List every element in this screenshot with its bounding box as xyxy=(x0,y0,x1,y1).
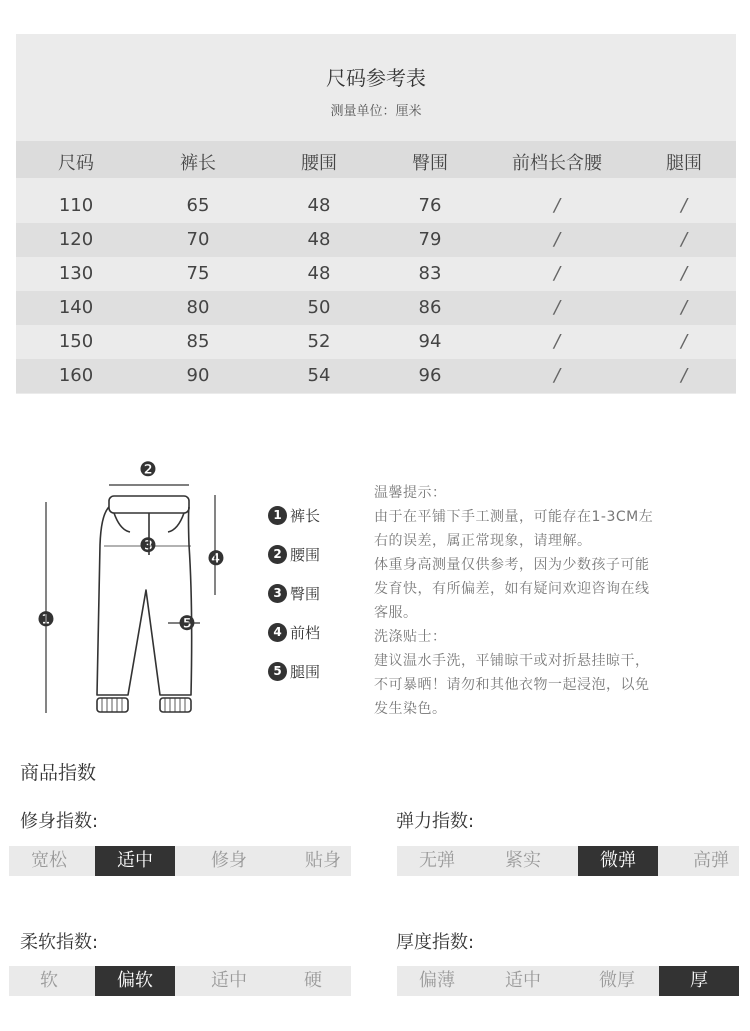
marker-3: ❸ xyxy=(139,533,157,557)
pants-measurement-diagram xyxy=(30,455,250,725)
marker-1: ❶ xyxy=(37,607,55,631)
cell-front-rise: / xyxy=(553,263,561,284)
fit-index-scale xyxy=(9,846,351,876)
cell-hip: 86 xyxy=(418,297,442,318)
fit-option: 贴身 xyxy=(305,850,341,871)
marker-4: ❹ xyxy=(207,546,225,570)
cell-waist: 48 xyxy=(307,263,331,284)
cell-front-rise: / xyxy=(553,229,561,250)
legend-label: 腿围 xyxy=(290,663,321,681)
cell-length: 70 xyxy=(186,229,210,250)
softness-option: 适中 xyxy=(211,970,247,991)
thickness-option: 微厚 xyxy=(599,970,635,991)
cell-hip: 79 xyxy=(418,229,442,250)
legend-number: 5 xyxy=(268,662,287,681)
cell-leg: / xyxy=(680,229,688,250)
wash-heading: 洗涤贴士： xyxy=(374,629,447,645)
cell-length: 80 xyxy=(186,297,210,318)
tip-line: 发育快，有所偏差，如有疑问欢迎咨询在线 xyxy=(374,581,650,597)
cell-hip: 94 xyxy=(418,331,442,352)
cell-length: 85 xyxy=(186,331,210,352)
cell-hip: 96 xyxy=(418,365,442,386)
legend-number: 3 xyxy=(268,584,287,603)
elasticity-index-scale xyxy=(397,846,739,876)
cell-hip: 83 xyxy=(418,263,442,284)
size-chart-card xyxy=(16,34,736,394)
legend-label: 裤长 xyxy=(290,507,321,525)
right-pocket xyxy=(168,513,184,532)
cell-size: 110 xyxy=(58,195,94,216)
cell-leg: / xyxy=(680,263,688,284)
fit-option: 适中 xyxy=(95,846,175,876)
fit-option: 修身 xyxy=(211,850,247,871)
cell-size: 120 xyxy=(58,229,94,250)
cell-size: 160 xyxy=(58,365,94,386)
elasticity-option: 无弹 xyxy=(419,850,455,871)
cell-waist: 50 xyxy=(307,297,331,318)
table-row xyxy=(16,325,736,359)
softness-option: 硬 xyxy=(304,970,322,991)
header-leg: 腿围 xyxy=(666,153,702,174)
cell-leg: / xyxy=(680,195,688,216)
elasticity-index-label: 弹力指数: xyxy=(396,811,475,832)
legend-item xyxy=(268,505,378,529)
cell-waist: 48 xyxy=(307,229,331,250)
header-size: 尺码 xyxy=(58,153,94,174)
cell-front-rise: / xyxy=(553,331,561,352)
header-hip: 臀围 xyxy=(412,153,448,174)
table-row xyxy=(16,189,736,223)
legend-label: 腰围 xyxy=(290,546,321,564)
table-row xyxy=(16,291,736,325)
legend-number: 4 xyxy=(268,623,287,642)
cell-size: 150 xyxy=(58,331,94,352)
wash-line: 建议温水手洗，平铺晾干或对折悬挂晾干， xyxy=(374,653,650,669)
legend-item xyxy=(268,583,378,607)
cell-leg: / xyxy=(680,331,688,352)
softness-index-scale xyxy=(9,966,351,996)
cell-front-rise: / xyxy=(553,365,561,386)
size-chart-unit: 测量单位：厘米 xyxy=(330,104,422,119)
legend-label: 臀围 xyxy=(290,585,321,603)
cell-length: 75 xyxy=(186,263,210,284)
cell-waist: 48 xyxy=(307,195,331,216)
thickness-option: 偏薄 xyxy=(419,970,455,991)
waistband-shape xyxy=(109,496,189,513)
size-chart-header-row xyxy=(16,141,736,178)
thickness-index-scale xyxy=(397,966,739,996)
legend-item xyxy=(268,544,378,568)
header-waist: 腰围 xyxy=(301,153,337,174)
elasticity-option: 微弹 xyxy=(578,846,658,876)
wash-line: 发生染色。 xyxy=(374,701,447,717)
marker-2: ❷ xyxy=(139,457,157,481)
cell-length: 90 xyxy=(186,365,210,386)
tip-line: 体重身高测量仅供参考，因为少数孩子可能 xyxy=(374,557,650,573)
legend-number: 1 xyxy=(268,506,287,525)
tip-line: 客服。 xyxy=(374,605,418,621)
marker-5: ❺ xyxy=(178,611,196,635)
softness-index-label: 柔软指数: xyxy=(20,932,99,953)
elasticity-option: 紧实 xyxy=(505,850,541,871)
legend-number: 2 xyxy=(268,545,287,564)
size-chart-title: 尺码参考表 xyxy=(326,66,426,90)
tip-line: 右的误差，属正常现象，请理解。 xyxy=(374,533,592,549)
care-notes xyxy=(374,481,719,721)
cell-front-rise: / xyxy=(553,195,561,216)
cell-waist: 52 xyxy=(307,331,331,352)
tip-heading: 温馨提示： xyxy=(374,485,447,501)
softness-option: 偏软 xyxy=(95,966,175,996)
tip-line: 由于在平铺下手工测量，可能存在1-3CM左 xyxy=(374,509,654,525)
thickness-option: 厚 xyxy=(659,966,739,996)
cell-hip: 76 xyxy=(418,195,442,216)
thickness-option: 适中 xyxy=(505,970,541,991)
table-row xyxy=(16,257,736,291)
legend-item xyxy=(268,622,378,646)
softness-option: 软 xyxy=(40,970,58,991)
cell-length: 65 xyxy=(186,195,210,216)
fit-option: 宽松 xyxy=(31,850,67,871)
legend-item xyxy=(268,661,378,685)
thickness-index-label: 厚度指数: xyxy=(396,932,475,953)
left-pocket xyxy=(114,513,130,532)
cell-leg: / xyxy=(680,365,688,386)
cell-leg: / xyxy=(680,297,688,318)
table-row xyxy=(16,359,736,393)
header-length: 裤长 xyxy=(180,153,216,174)
elasticity-option: 高弹 xyxy=(693,850,729,871)
cell-waist: 54 xyxy=(307,365,331,386)
product-index-title: 商品指数 xyxy=(20,762,97,784)
cell-size: 130 xyxy=(58,263,94,284)
cell-front-rise: / xyxy=(553,297,561,318)
fit-index-label: 修身指数: xyxy=(20,811,99,832)
cell-size: 140 xyxy=(58,297,94,318)
wash-line: 不可暴晒！请勿和其他衣物一起浸泡，以免 xyxy=(374,677,650,693)
legend-label: 前档 xyxy=(290,624,321,642)
table-row xyxy=(16,223,736,257)
header-front-rise: 前档长含腰 xyxy=(512,153,602,174)
